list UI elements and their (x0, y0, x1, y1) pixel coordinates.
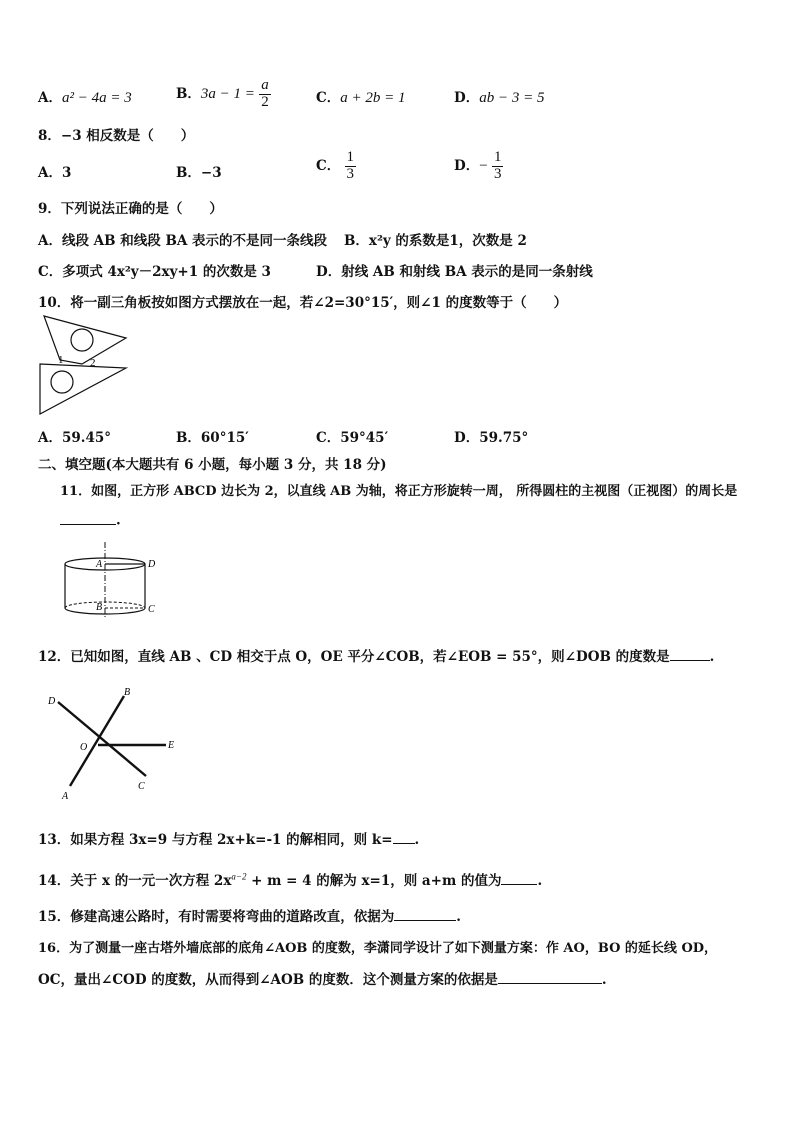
q10-option-b: B．60°15′ (176, 430, 249, 446)
q11-label-a: A (96, 559, 103, 570)
q8-stem: 8．−3 相反数是（ ） (38, 128, 195, 144)
q8-option-c: C． $\frac{1}{3}$ (316, 149, 355, 182)
q11-label-b: B (96, 602, 103, 613)
q11-label-c: C (148, 604, 155, 615)
q7-a-expr: a² − 4a = 3 (61, 90, 132, 106)
q11-label-d: D (148, 559, 156, 570)
q12-intersecting-lines-figure (44, 684, 184, 804)
q12-label-a: A (62, 791, 69, 802)
q9-option-a: A．线段 AB 和线段 BA 表示的不是同一条线段 (38, 233, 328, 249)
q14-line: 14．关于 x 的一元一次方程 $2x^{a-2} + m = 4$ 的解为 x=1，则 a+m 的值为 . (38, 871, 543, 889)
q10-option-c: C．59°45′ (316, 430, 389, 446)
q10-triangle-figure (38, 312, 132, 416)
q16-line-1: 16．为了测量一座古塔外墙底部的底角∠AOB 的度数，李潇同学设计了如下测量方案：作 AO，BO 的延长线 OD， (38, 941, 718, 956)
q10-stem: 10．将一副三角板按如图方式摆放在一起，若∠2=30°15′，则∠1 的度数等于（ ） (38, 295, 568, 311)
q10-option-a: A．59.45° (38, 430, 111, 446)
q7-option-d: D．ab − 3 = 5 (454, 90, 545, 106)
section-2-heading: 二、填空题(本大题共有 6 小题，每小题 3 分，共 18 分) (38, 457, 387, 473)
q8-option-d: D．− $\frac{1}{3}$ (454, 149, 502, 182)
q12-label-e: E (168, 740, 175, 751)
q9-option-c: C．多项式 4x²y－2xy+1 的次数是 3 (38, 264, 271, 280)
q15-stem: 15．修建高速公路时，有时需要将弯曲的道路改直，依据为 (38, 909, 395, 925)
q11-stem: 11．如图，正方形 ABCD 边长为 2，以直线 AB 为轴，将正方形旋转一周， 所得圆柱的主视图（正视图）的周长是 (60, 484, 738, 499)
q15-line: 15．修建高速公路时，有时需要将弯曲的道路改直，依据为 . (38, 905, 461, 925)
q7-b-fraction: $\frac{a}{2}$ (261, 77, 269, 110)
q11-answer-line: . (60, 510, 121, 529)
q7-option-a: A．a² − 4a = 3 (38, 90, 132, 106)
q13-line: 13．如果方程 3x=9 与方程 2x+k=-1 的解相同，则 k= . (38, 828, 419, 848)
q11-cylinder-figure (58, 538, 168, 620)
q10-option-d: D．59.75° (454, 430, 529, 446)
q14-stem: 14．关于 x 的一元一次方程 2x (38, 873, 232, 889)
q7-option-b: B．3a − 1 = $\frac{a}{2}$ (176, 77, 269, 110)
q13-stem: 13．如果方程 3x=9 与方程 2x+k=-1 的解相同，则 k= (38, 832, 393, 848)
q16-stem: OC，量出∠COD 的度数，从而得到∠AOB 的度数．这个测量方案的依据是 (38, 972, 498, 988)
q7-option-c: C．a + 2b = 1 (316, 90, 406, 106)
q8-option-b: B．−3 (176, 165, 222, 181)
q10-angle-label-2: 2 (90, 357, 96, 369)
q12-label-c: C (138, 781, 145, 792)
q11-blank (60, 510, 116, 525)
q9-stem: 9．下列说法正确的是（ ） (38, 201, 223, 217)
q12-label-d: D (48, 696, 56, 707)
q10-angle-label-1: 1 (58, 354, 64, 366)
q9-option-b: B．x²y 的系数是1，次数是 2 (344, 233, 527, 249)
q8-option-a: A．3 (38, 165, 72, 181)
q16-line-2: OC，量出∠COD 的度数，从而得到∠AOB 的度数．这个测量方案的依据是 . (38, 968, 607, 988)
q9-option-d: D．射线 AB 和射线 BA 表示的是同一条射线 (316, 264, 593, 280)
q12-stem: 12．已知如图，直线 AB 、CD 相交于点 O，OE 平分∠COB，若∠EOB = 55°，则∠DOB 的度数是 (38, 649, 670, 665)
q12-label-b: B (124, 687, 131, 698)
q12-line: 12．已知如图，直线 AB 、CD 相交于点 O，OE 平分∠COB，若∠EOB = 55°，则∠DOB 的度数是 . (38, 645, 714, 665)
q12-label-o: O (80, 742, 88, 753)
q7-b-expr: 3a − 1 = (200, 85, 255, 102)
